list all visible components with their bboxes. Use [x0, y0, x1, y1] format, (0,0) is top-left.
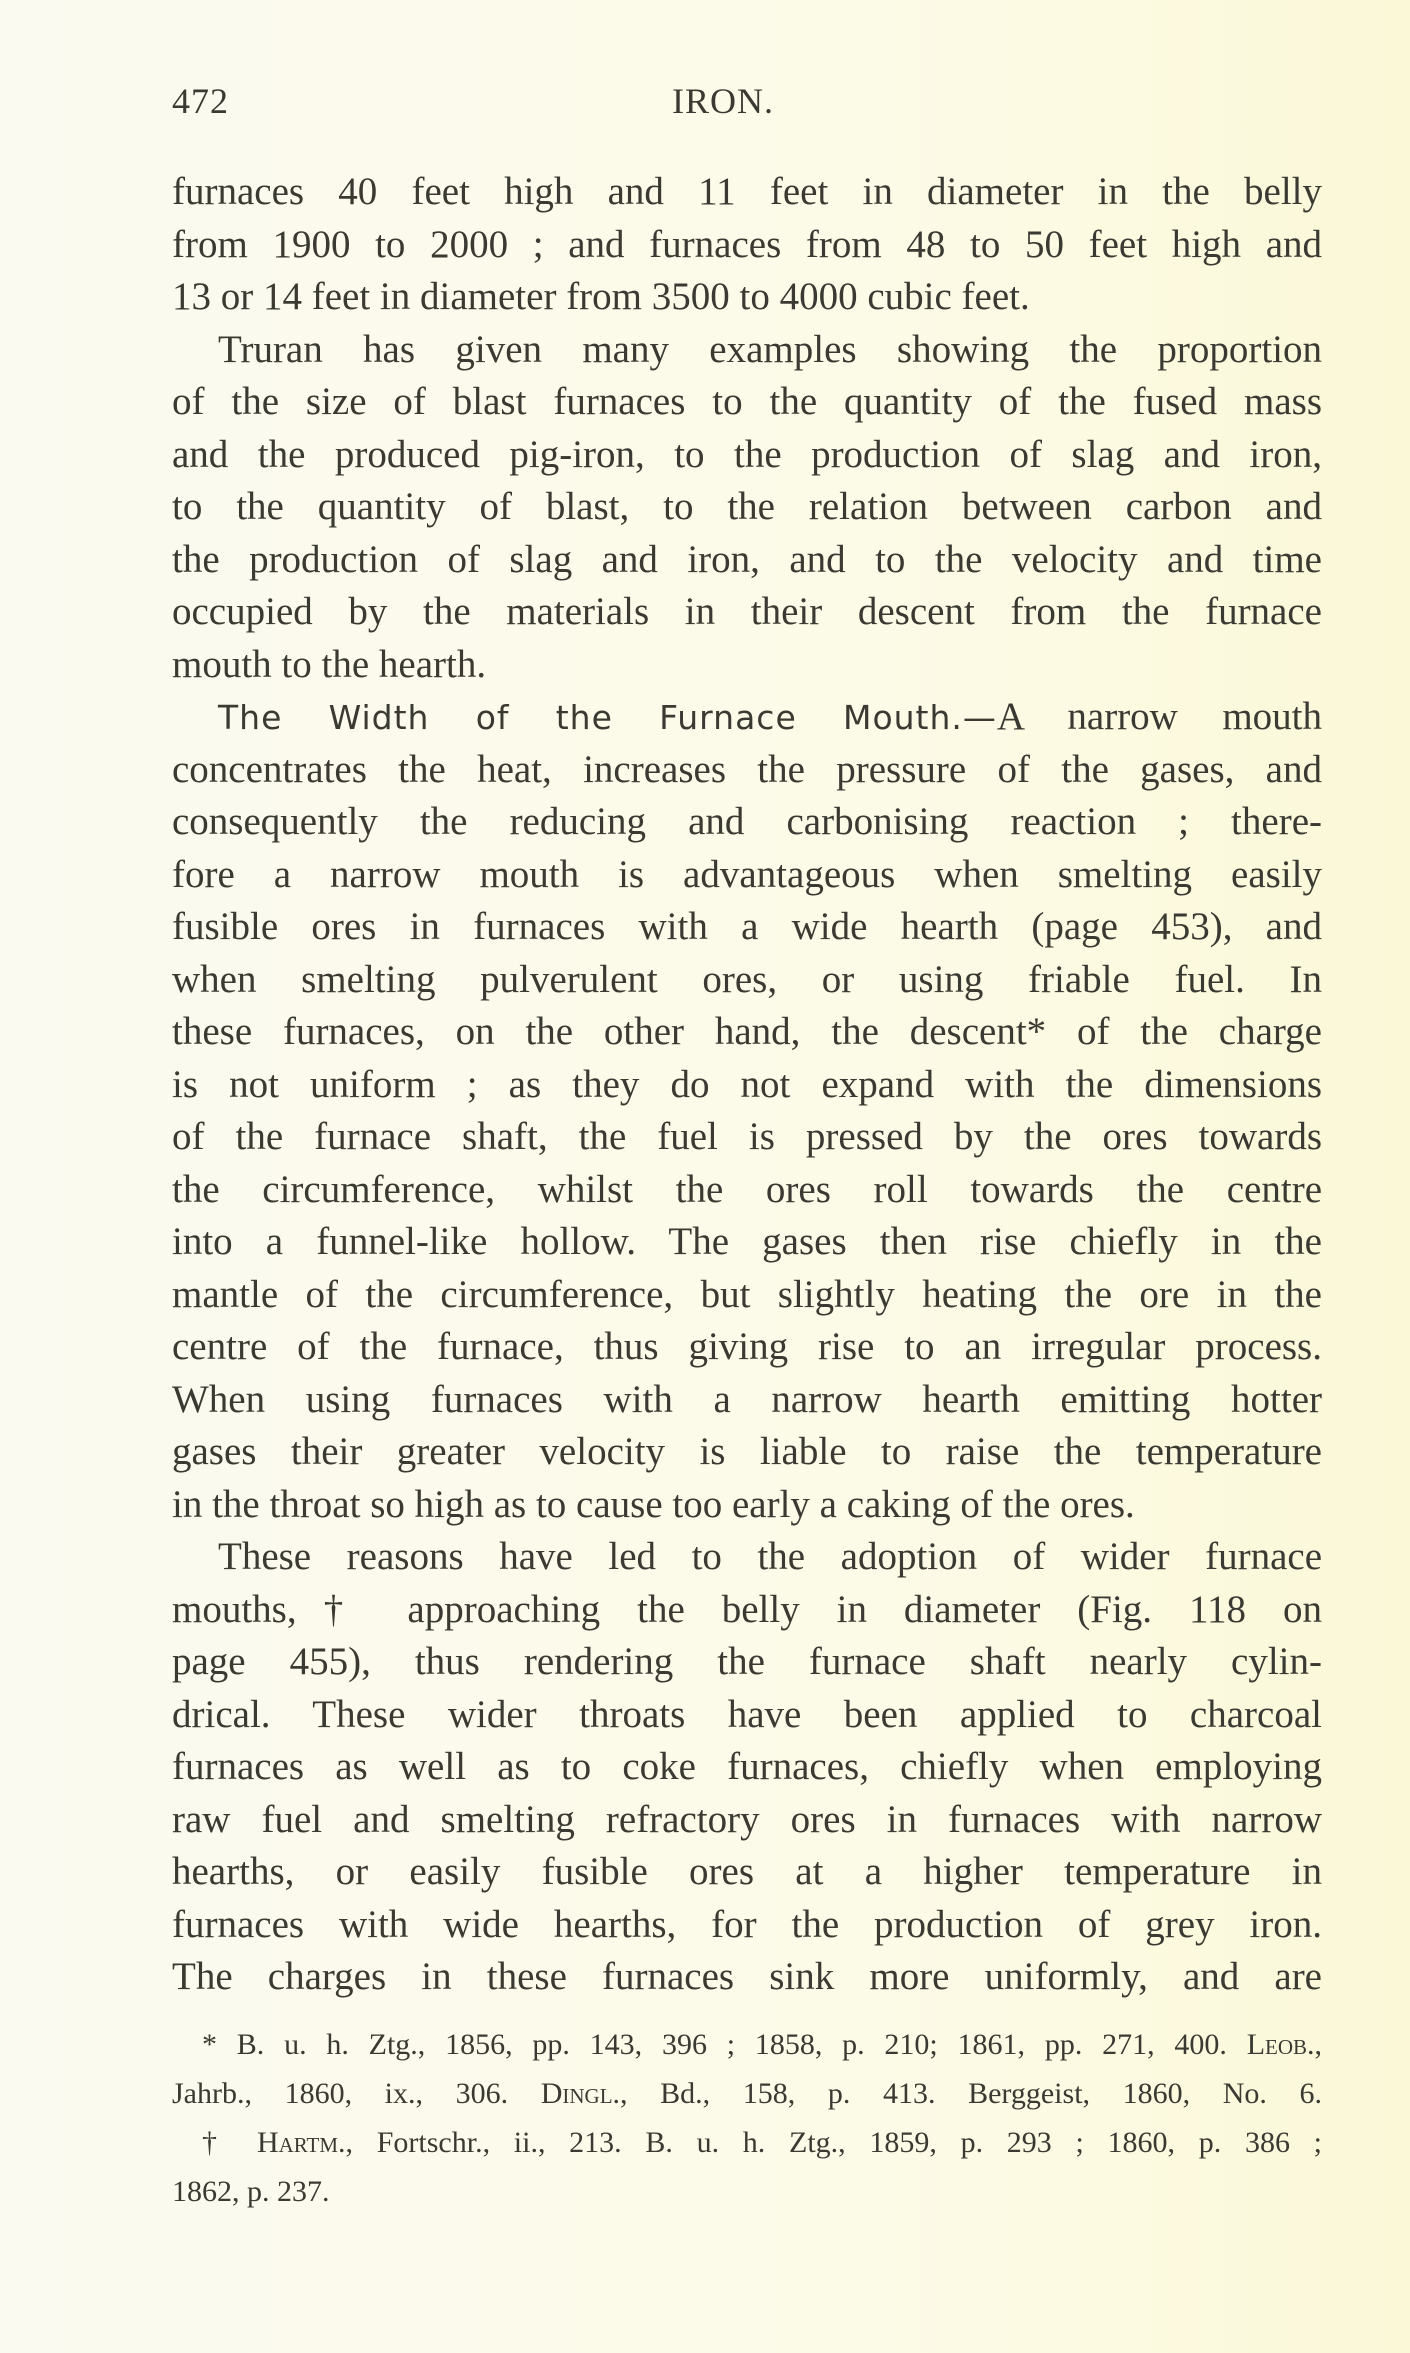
- section-heading: The Width of the Furnace Mouth.—: [218, 698, 997, 737]
- dagger-mark: †: [202, 2126, 234, 2159]
- text-line: [172, 219, 1322, 272]
- line-text: in the throat so high as to cause too early a caking of the ores.: [172, 1482, 1135, 1526]
- text-line: [172, 1269, 1322, 1322]
- text-line: [172, 376, 1322, 429]
- page-number: 472: [172, 81, 229, 121]
- text-line: [172, 481, 1322, 534]
- text-line: [172, 1111, 1322, 1164]
- text-line: [172, 639, 1322, 692]
- text-line: [172, 796, 1322, 849]
- line-text: fusible ores in furnaces with a wide hearth (page 453), and: [172, 905, 1322, 948]
- footnote-1-line-2: [172, 2069, 1322, 2118]
- text-line: [172, 324, 1322, 377]
- line-text: and the produced pig-iron, to the production of slag and iron,: [172, 432, 1322, 476]
- line-text: is not uniform ; as they do not expand with the dimensions: [172, 1062, 1322, 1106]
- footnote-2-line-2: 1862, p. 237.: [172, 2175, 330, 2208]
- text-line: [172, 1689, 1322, 1742]
- text-line: [172, 849, 1322, 902]
- line-text: occupied by the materials in their descent from the furnace: [172, 590, 1322, 633]
- text-line: [172, 1321, 1322, 1374]
- text-line: [172, 586, 1322, 639]
- running-title: IRON.: [672, 81, 774, 121]
- footnote-1-line-1: [172, 2020, 1322, 2069]
- line-text: drical. These wider throats have been applied to charcoal: [172, 1692, 1322, 1736]
- line-text: these furnaces, on the other hand, the descent* of the charge: [172, 1010, 1322, 1053]
- body-text: [172, 166, 1322, 2004]
- footnote-text: Fortschr., ii., 213. B. u. h. Ztg., 1859, p. 293 ; 1860, p. 386 ;: [376, 2126, 1323, 2159]
- text-line: [172, 691, 1322, 744]
- line-text: When using furnaces with a narrow hearth emitting hotter: [172, 1377, 1322, 1421]
- line-text: The charges in these furnaces sink more uniformly, and are: [172, 1955, 1322, 1998]
- line-text: furnaces as well as to coke furnaces, chiefly when employing: [172, 1745, 1322, 1788]
- footnote-text: Jahrb., 1860, ix., 306.: [172, 2077, 509, 2110]
- text-line: [172, 1216, 1322, 1269]
- line-text: gases their greater velocity is liable to raise the temperature: [172, 1430, 1322, 1473]
- footnote-text: Bd., 158, p. 413. Berggeist, 1860, No. 6.: [660, 2077, 1323, 2110]
- text-line: [172, 1636, 1322, 1689]
- text-line: [172, 271, 1322, 324]
- text-line: [172, 1059, 1322, 1112]
- line-text: Truran has given many examples showing the proportion: [218, 327, 1322, 371]
- line-text: furnaces with wide hearths, for the production of grey iron.: [172, 1902, 1322, 1946]
- text-line: [172, 1794, 1322, 1847]
- line-text: the production of slag and iron, and to the velocity and time: [172, 537, 1322, 581]
- text-line: [172, 1741, 1322, 1794]
- footnote-text: * B. u. h. Ztg., 1856, pp. 143, 396 ; 1858, p. 210; 1861, pp. 271, 400.: [202, 2028, 1227, 2061]
- line-text: from 1900 to 2000 ; and furnaces from 48 to 50 feet high and: [172, 222, 1322, 266]
- line-text: mouths,† approaching the belly in diameter (Fig. 118 on: [172, 1587, 1322, 1631]
- text-line: [172, 1374, 1322, 1427]
- text-line: [172, 166, 1322, 219]
- text-line: [172, 1164, 1322, 1217]
- line-text: of the furnace shaft, the fuel is pressed by the ores towards: [172, 1115, 1322, 1158]
- line-text: concentrates the heat, increases the pressure of the gases, and: [172, 747, 1322, 791]
- line-text: 13 or 14 feet in diameter from 3500 to 4000 cubic feet.: [172, 275, 1030, 318]
- footnote-2-line-1: [172, 2118, 1322, 2167]
- text-line: [172, 1899, 1322, 1952]
- line-text: mantle of the circumference, but slightly heating the ore in the: [172, 1272, 1322, 1316]
- text-line: [172, 1531, 1322, 1584]
- line-text: mouth to the hearth.: [172, 642, 487, 686]
- line-text: furnaces 40 feet high and 11 feet in diameter in the belly: [172, 170, 1322, 213]
- footnote-author: Leob.,: [1246, 2028, 1323, 2061]
- line-text: when smelting pulverulent ores, or using friable fuel. In: [172, 957, 1322, 1001]
- line-text: the circumference, whilst the ores roll towards the centre: [172, 1167, 1322, 1211]
- line-text: to the quantity of blast, to the relation between carbon and: [172, 485, 1322, 528]
- text-line: [172, 1951, 1322, 2004]
- line-text: raw fuel and smelting refractory ores in furnaces with narrow: [172, 1797, 1322, 1841]
- line-text: hearths, or easily fusible ores at a higher temperature in: [172, 1850, 1322, 1893]
- line-text: A narrow mouth: [996, 695, 1322, 738]
- text-line: [172, 1479, 1322, 1532]
- footnote-author: Hartm.,: [256, 2126, 354, 2159]
- line-text: fore a narrow mouth is advantageous when smelting easily: [172, 852, 1322, 896]
- line-text: into a funnel-like hollow. The gases then rise chiefly in the: [172, 1220, 1322, 1263]
- text-line: [172, 429, 1322, 482]
- text-line: [172, 901, 1322, 954]
- text-line: [172, 534, 1322, 587]
- line-text: centre of the furnace, thus giving rise to an irregular process.: [172, 1325, 1322, 1368]
- text-line: [172, 1846, 1322, 1899]
- line-text: These reasons have led to the adoption of wider furnace: [218, 1535, 1322, 1578]
- footnotes: [172, 2020, 1322, 2216]
- text-line: [172, 1426, 1322, 1479]
- text-line: [172, 1006, 1322, 1059]
- footnote-author: Dingl.,: [540, 2077, 628, 2110]
- line-text: page 455), thus rendering the furnace shaft nearly cylin-: [172, 1640, 1322, 1683]
- line-text: consequently the reducing and carbonising reaction ; there-: [172, 800, 1322, 843]
- text-line: [172, 744, 1322, 797]
- line-text: of the size of blast furnaces to the quantity of the fused mass: [172, 380, 1322, 423]
- text-line: [172, 1584, 1322, 1637]
- text-line: [172, 954, 1322, 1007]
